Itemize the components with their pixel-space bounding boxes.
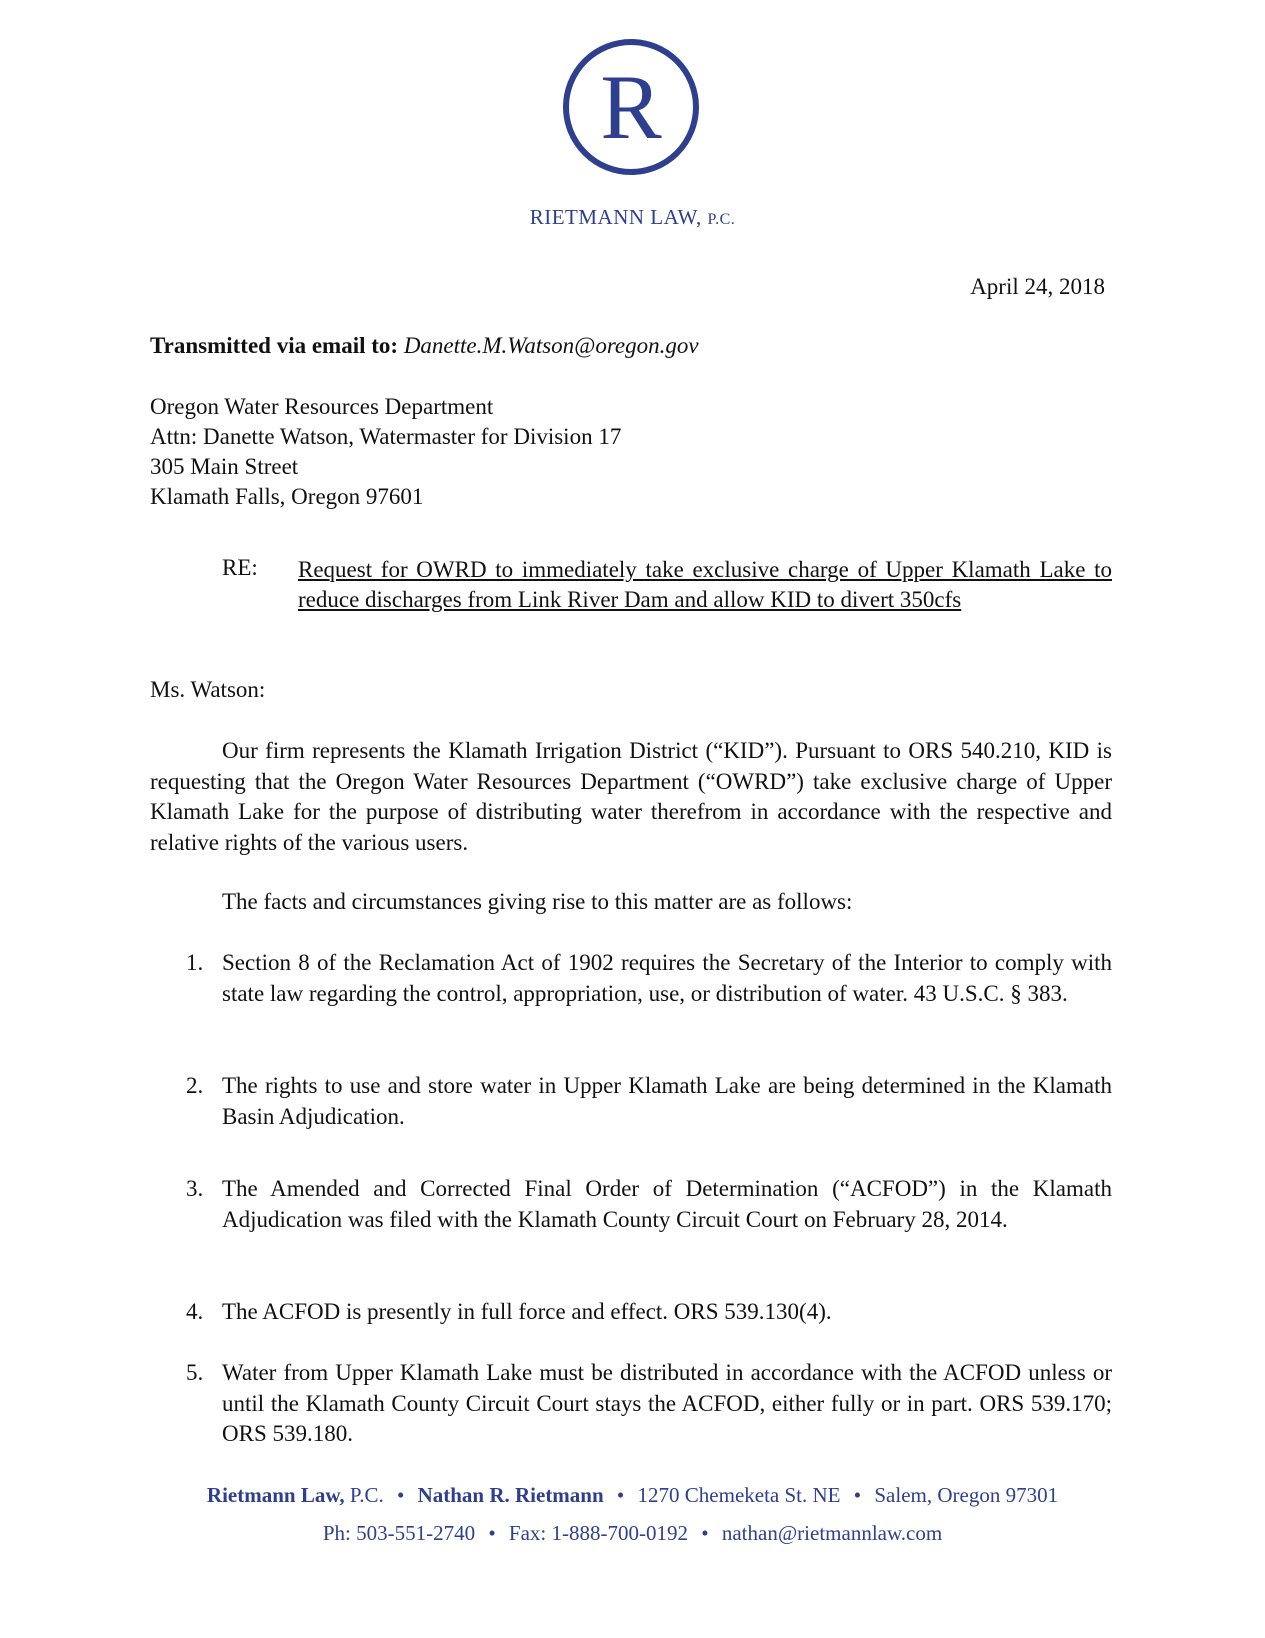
list-item [186, 1071, 1112, 1132]
facts-intro: The facts and circumstances giving rise to this matter are as follows: [222, 889, 853, 914]
firm-name-text: RIETMANN LAW, [529, 205, 702, 229]
footer-separator: • [616, 1483, 625, 1507]
address-line: Klamath Falls, Oregon 97601 [150, 484, 424, 509]
subject-label: RE: [222, 555, 258, 580]
footer-line-1 [0, 1483, 1265, 1508]
paragraph-text: Our firm represents the Klamath Irrigation District (“KID”). Pursuant to ORS 540.210, KID is requesting that the Oregon Water Resources Department (“OWRD”) take exclusive charge of Upper Klamath Lake for the purpose of distributing water therefrom in accordance with the respective and relative rights of the various users. [150, 738, 1112, 855]
footer-separator: • [396, 1483, 405, 1507]
footer-city: Salem, Oregon 97301 [874, 1483, 1059, 1507]
subject-text: Request for OWRD to immediately take exclusive charge of Upper Klamath Lake to reduce discharges from Link River Dam and allow KID to divert 350cfs [298, 557, 1112, 612]
firm-logo [560, 36, 702, 178]
transmittal-email[interactable]: Danette.M.Watson@oregon.gov [403, 333, 699, 358]
list-item [186, 1297, 1112, 1328]
list-text: Section 8 of the Reclamation Act of 1902 requires the Secretary of the Interior to comply with state law regarding the control, appropriation, use, or distribution of water. 43 U.S.C. § 383. [222, 950, 1112, 1006]
footer-attorney: Nathan R. Rietmann [417, 1483, 604, 1507]
list-text: The Amended and Corrected Final Order of Determination (“ACFOD”) in the Klamath Adjudication was filed with the Klamath County Circuit Court on February 28, 2014. [222, 1176, 1112, 1232]
footer-line-2 [0, 1521, 1265, 1546]
salutation: Ms. Watson: [150, 677, 266, 702]
footer-fax: Fax: 1-888-700-0192 [508, 1521, 688, 1545]
firm-name [0, 205, 1265, 230]
firm-name-suffix: P.C. [707, 211, 736, 228]
address-line: Oregon Water Resources Department [150, 394, 494, 419]
list-item [186, 1358, 1112, 1450]
transmittal-line [150, 333, 699, 359]
letter-date: April 24, 2018 [970, 274, 1105, 299]
list-item [186, 948, 1112, 1009]
recipient-address [150, 392, 621, 512]
footer-street: 1270 Chemeketa St. NE [637, 1483, 841, 1507]
list-number: 3. [186, 1176, 204, 1201]
address-line: 305 Main Street [150, 454, 299, 479]
footer-phone: Ph: 503-551-2740 [322, 1521, 476, 1545]
footer-email[interactable]: nathan@rietmannlaw.com [721, 1521, 943, 1545]
list-text: The rights to use and store water in Upper Klamath Lake are being determined in the Klamath Basin Adjudication. [222, 1073, 1112, 1129]
footer-firm-suffix: P.C. [349, 1483, 384, 1507]
list-number: 1. [186, 950, 204, 975]
list-text: Water from Upper Klamath Lake must be distributed in accordance with the ACFOD unless or until the Klamath County Circuit Court stays the ACFOD, either fully or in part. ORS 539.170; ORS 539.180. [222, 1360, 1112, 1446]
logo-letter: R [600, 56, 662, 158]
list-text: The ACFOD is presently in full force and effect. ORS 539.130(4). [222, 1299, 832, 1324]
footer-separator: • [853, 1483, 862, 1507]
footer-separator: • [488, 1521, 496, 1545]
footer-separator: • [701, 1521, 709, 1545]
transmittal-label: Transmitted via email to: [150, 333, 399, 358]
list-number: 2. [186, 1073, 204, 1098]
footer-firm: Rietmann Law, [206, 1483, 345, 1507]
address-line: Attn: Danette Watson, Watermaster for Division 17 [150, 424, 622, 449]
list-number: 4. [186, 1299, 204, 1324]
list-item [186, 1174, 1112, 1235]
body-paragraph [150, 736, 1112, 858]
list-number: 5. [186, 1360, 204, 1385]
